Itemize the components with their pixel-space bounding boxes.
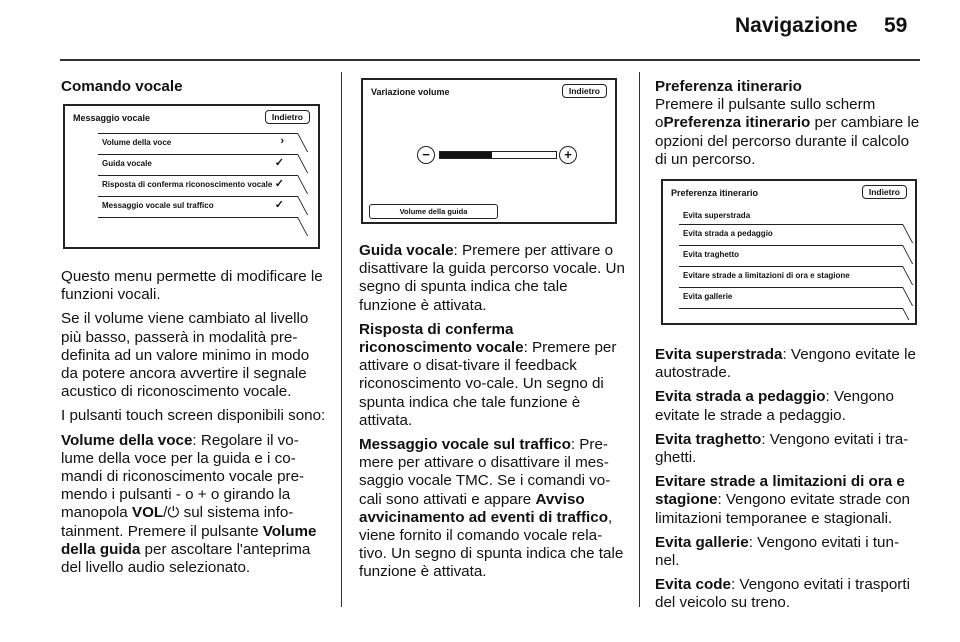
list-item: [679, 266, 903, 283]
item-edge: [287, 217, 308, 236]
text: , viene fornito il comando vocale rela-tivo. Un segno di spunta indica che tale funzione è attivata.: [359, 508, 624, 581]
paragraph: [655, 346, 923, 382]
term: Risposta di conferma riconoscimento vocale: [359, 320, 524, 357]
list-item-label: Messaggio vocale sul traffico: [102, 201, 214, 210]
text: : Premere per attivare o disattivare la guida percorso vocale. Un segno di spunta indica che tale funzione è attivata.: [359, 242, 625, 314]
list-item-label: Evita gallerie: [683, 292, 733, 301]
paragraph: Se il volume viene cambiato al livello più basso, passerà in modalità pre-definita ad un valore minimo in modo da potere ancora avvertire il segnale acustico di riconoscimento vocale.: [61, 310, 310, 401]
paragraph: [359, 436, 625, 582]
list-item-label: Risposta di conferma riconoscimento vocale: [102, 180, 273, 189]
column-3-definitions: [655, 346, 923, 619]
term: Guida vocale: [359, 242, 454, 259]
term: Volume della guida: [61, 522, 317, 558]
item-edge: [287, 154, 308, 173]
item-edge: [287, 196, 308, 215]
term: Preferenza itinerario: [663, 114, 811, 132]
minus-icon: −: [417, 146, 435, 164]
term: Avviso avvicinamento ad eventi di traffico: [359, 490, 608, 526]
list-item: [679, 245, 903, 262]
term: Evitare strade a limitazioni di ora e stagione: [655, 473, 905, 509]
paragraph: [655, 431, 923, 467]
back-button: Indietro: [862, 185, 907, 199]
item-edge: [892, 308, 909, 320]
term: Evita traghetto: [655, 430, 762, 448]
list-item-label: Guida vocale: [102, 159, 152, 168]
paragraph: [655, 96, 923, 169]
item-edge: [892, 245, 913, 264]
check-icon: ✓: [274, 157, 284, 169]
term: Evita code: [655, 576, 731, 594]
figure-preferenza-itinerario-screen: [661, 179, 917, 325]
term: VOL: [131, 504, 164, 522]
text: : Regolare il vo-lume della voce per la guida e i co-mandi di riconoscimento vocale pre-mendo i pulsanti - o + o girando la manopola: [61, 431, 305, 522]
volume-guida-button: Volume della guida: [369, 204, 498, 219]
list-item: [98, 196, 298, 213]
text: : Vengono evitate le autostrade.: [655, 346, 916, 382]
page-header-title: Navigazione: [735, 14, 858, 37]
term: Evita superstrada: [655, 346, 783, 363]
back-button: Indietro: [265, 110, 310, 124]
text: : Vengono evitati i trasporti del veicolo su treno.: [655, 576, 910, 612]
item-edge: [892, 266, 913, 285]
item-edge: [892, 224, 913, 243]
volume-slider-fill: [440, 152, 492, 158]
back-button: Indietro: [562, 84, 607, 98]
paragraph: [655, 576, 923, 612]
column-2-text: [359, 242, 625, 588]
item-edge: [287, 175, 308, 194]
figure-messaggio-vocale-screen: [63, 104, 320, 249]
header-rule: [60, 59, 920, 61]
list-item: [679, 287, 903, 304]
figure-variazione-volume-screen: [361, 78, 617, 224]
text: Premere il pulsante sullo scherm o: [655, 96, 876, 132]
text: : Vengono evitate strade con limitazioni temporanee e stagionali.: [655, 491, 910, 527]
list-item-empty: [679, 308, 903, 320]
term: Messaggio vocale sul traffico: [359, 436, 571, 454]
paragraph: [655, 534, 923, 570]
paragraph: [655, 473, 923, 528]
chevron-right-icon: ›: [280, 135, 284, 147]
paragraph: I pulsanti touch screen disponibili sono:: [61, 407, 326, 425]
term: Evita strada a pedaggio: [655, 388, 826, 406]
text: : Premere per attivare o disat-tivare il feedback riconoscimento vo-cale. Un segno di spunta indica che tale funzione è attivata.: [359, 339, 617, 429]
term: Evita gallerie: [655, 533, 749, 551]
item-edge: [892, 287, 913, 306]
text: per cambiare le opzioni del percorso durante il calcolo di un percorso.: [655, 114, 920, 168]
plus-icon: +: [559, 146, 577, 164]
check-icon: ✓: [274, 178, 284, 190]
term: Volume della voce: [61, 431, 193, 449]
list-item-label: Evita traghetto: [683, 250, 740, 259]
text: : Vengono evitate le strade a pedaggio.: [655, 388, 894, 424]
column-3-intro: [655, 78, 923, 175]
text: /⏻ sul sistema info-tainment. Premere il pulsante: [61, 504, 294, 540]
section-title-comando-vocale: Comando vocale: [61, 78, 183, 95]
text: : Vengono evitati i tun-nel.: [655, 533, 900, 570]
check-icon: ✓: [274, 199, 284, 211]
page-number: 59: [884, 14, 908, 37]
list-item-empty: [98, 217, 298, 234]
paragraph: [359, 242, 625, 315]
column-1-text: [61, 268, 326, 583]
text: : Vengono evitati i tra-ghetti.: [655, 430, 909, 467]
screen-title: Messaggio vocale: [73, 113, 151, 123]
text: : Pre-mere per attivare o disattivare il mes-saggio vocale TMC. Se i comandi vo-cali sono attivati e appare: [359, 436, 611, 508]
section-title-preferenza-itinerario: Preferenza itinerario: [655, 78, 802, 95]
list-item-label: Volume della voce: [102, 138, 172, 147]
list-item: [679, 224, 903, 241]
list-item-label: Evitare strade a limitazioni di ora e stagione: [683, 271, 850, 280]
paragraph: [359, 321, 625, 430]
list-item: [98, 175, 298, 192]
column-separator: [639, 72, 640, 607]
list-item-label: Evita superstrada: [683, 211, 751, 220]
text: per ascoltare l'anteprima del livello audio selezionato.: [61, 540, 311, 577]
paragraph: Questo menu permette di modificare le funzioni vocali.: [61, 268, 323, 304]
item-edge: [287, 133, 308, 152]
list-item-label: Evita strada a pedaggio: [683, 229, 773, 238]
list-item: [679, 207, 903, 224]
volume-slider-track: [439, 151, 557, 159]
screen-title: Variazione volume: [371, 87, 450, 97]
paragraph: [655, 388, 923, 424]
list-item: [98, 154, 298, 171]
screen-title: Preferenza itinerario: [671, 188, 759, 198]
list-item: [98, 133, 298, 150]
column-separator: [341, 72, 342, 607]
column-1: [61, 78, 326, 96]
paragraph: [61, 432, 326, 578]
